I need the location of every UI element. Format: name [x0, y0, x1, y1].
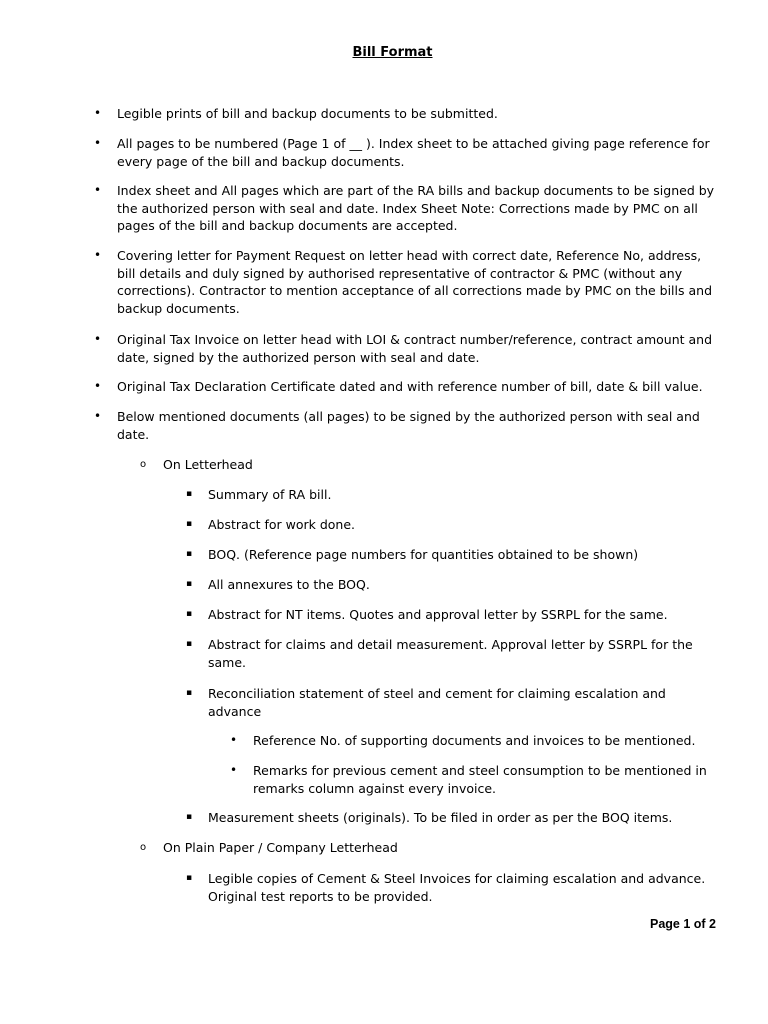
list-item: Measurement sheets (originals). To be filed in order as per the BOQ items. [208, 810, 673, 825]
list-item: Reference No. of supporting documents and invoices to be mentioned. [253, 733, 696, 748]
square-bullet-icon: ▪ [186, 812, 193, 822]
square-bullet-icon: ▪ [186, 579, 193, 589]
bullet-icon: • [94, 332, 102, 346]
square-bullet-icon: ▪ [186, 609, 193, 619]
bullet-icon: • [230, 763, 238, 777]
section-label-letterhead: On Letterhead [163, 457, 253, 472]
list-item: Index sheet and All pages which are part of the RA bills and backup documents to be signed by the authorized person with seal and date. Index Sheet Note: Corrections made by PMC on all pages of the bill and backup documents are accepted. [117, 183, 715, 233]
square-bullet-icon: ▪ [186, 549, 193, 559]
bullet-icon: • [94, 248, 102, 262]
list-item: Reconciliation statement of steel and cement for claiming escalation and advance [208, 686, 666, 719]
bullet-icon: • [94, 379, 102, 393]
square-bullet-icon: ▪ [186, 873, 193, 883]
list-item: Summary of RA bill. [208, 487, 332, 502]
bullet-icon: • [94, 409, 102, 423]
page-number: Page 1 of 2 [650, 917, 716, 931]
circle-bullet-icon: o [140, 842, 147, 853]
list-item: All annexures to the BOQ. [208, 577, 370, 592]
square-bullet-icon: ▪ [186, 688, 193, 698]
section-label-plain-paper: On Plain Paper / Company Letterhead [163, 840, 398, 855]
list-item: Remarks for previous cement and steel consumption to be mentioned in remarks column against every invoice. [253, 763, 707, 796]
list-item: Abstract for claims and detail measurement. Approval letter by SSRPL for the same. [208, 637, 693, 670]
document-title: Bill Format [352, 45, 433, 60]
list-item: Legible copies of Cement & Steel Invoices for claiming escalation and advance. Original test reports to be provided. [208, 871, 706, 904]
list-item: Original Tax Invoice on letter head with LOI & contract number/reference, contract amount and date, signed by the authorized person with seal and date. [117, 332, 713, 365]
bullet-icon: • [94, 106, 102, 120]
bullet-icon: • [230, 733, 238, 747]
square-bullet-icon: ▪ [186, 639, 193, 649]
square-bullet-icon: ▪ [186, 489, 193, 499]
list-item: Covering letter for Payment Request on letter head with correct date, Reference No, address, bill details and duly signed by authorised representative of contractor & PMC (without any corrections). Contractor to mention acceptance of all corrections made by PMC on the bills and backup documents. [117, 248, 713, 316]
list-item: Below mentioned documents (all pages) to be signed by the authorized person with seal and date. [117, 409, 700, 442]
circle-bullet-icon: o [140, 459, 147, 470]
list-item: Original Tax Declaration Certificate dated and with reference number of bill, date & bill value. [117, 379, 703, 394]
bullet-icon: • [94, 183, 102, 197]
list-item: Abstract for NT items. Quotes and approval letter by SSRPL for the same. [208, 607, 668, 622]
list-item: Abstract for work done. [208, 517, 355, 532]
list-item: All pages to be numbered (Page 1 of __ ). Index sheet to be attached giving page reference for every page of the bill and backup documents. [117, 136, 710, 169]
list-item: BOQ. (Reference page numbers for quantities obtained to be shown) [208, 547, 639, 562]
square-bullet-icon: ▪ [186, 519, 193, 529]
list-item: Legible prints of bill and backup documents to be submitted. [117, 106, 498, 121]
bullet-icon: • [94, 136, 102, 150]
